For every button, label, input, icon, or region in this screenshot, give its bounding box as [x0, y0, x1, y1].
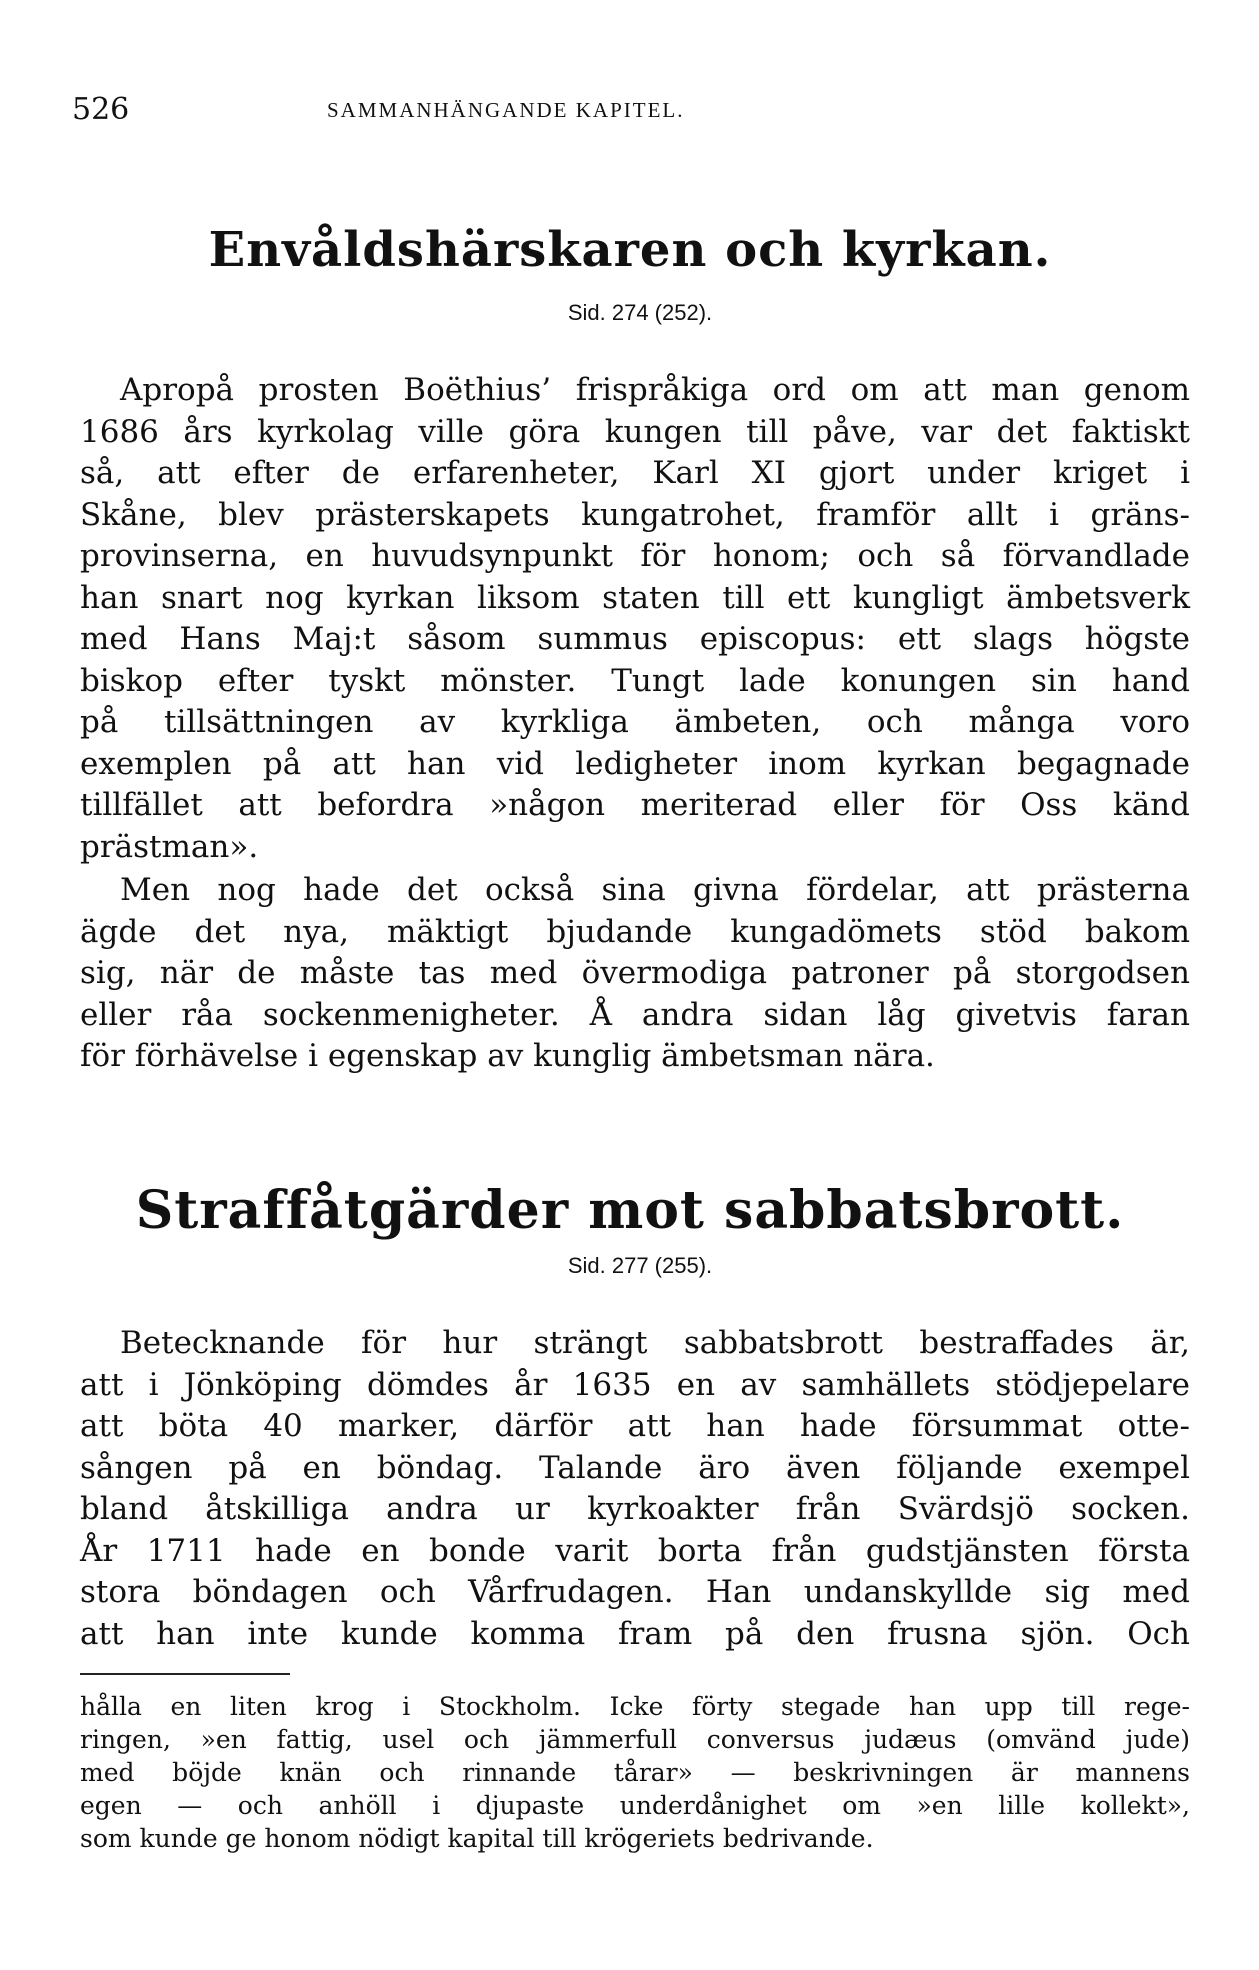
text-line: bland åtskilliga andra ur kyrkoakter från Svärdsjö socken.	[80, 1491, 1190, 1527]
footnote-line: med böjde knän och rinnande tårar» — beskrivningen är mannens	[80, 1758, 1190, 1787]
footnote-line: ringen, »en fattig, usel och jämmerfull conversus judæus (omvänd jude)	[80, 1725, 1190, 1754]
text-line: ägde det nya, mäktigt bjudande kungadömets stöd bakom	[80, 913, 1190, 950]
footnote-line: egen — och anhöll i djupaste underdånighet om »en lille kollekt»,	[80, 1791, 1190, 1820]
text-line: att böta 40 marker, därför att han hade försummat otte-	[80, 1408, 1190, 1444]
footnote-line: hålla en liten krog i Stockholm. Icke förty stegade han upp till rege-	[80, 1692, 1190, 1721]
text-line: provinserna, en huvudsynpunkt för honom; och så förvandlade	[80, 538, 1190, 574]
text-line: så, att efter de erfarenheter, Karl XI gjort under kriget i	[80, 455, 1190, 491]
running-title: SAMMANHÄNGANDE KAPITEL.	[327, 98, 685, 122]
paragraph-3	[80, 1323, 1190, 1655]
text-line: tillfället att befordra »någon meriterad eller för Oss känd	[80, 787, 1190, 823]
page-number: 526	[72, 92, 130, 127]
text-line: År 1711 hade en bonde varit borta från gudstjänsten första	[80, 1532, 1190, 1569]
text-line: att han inte kunde komma fram på den frusna sjön. Och	[80, 1615, 1190, 1652]
text-line: att i Jönköping dömdes år 1635 en av samhällets stödjepelare	[80, 1366, 1190, 1403]
running-head	[72, 92, 892, 132]
text-line: exemplen på att han vid ledigheter inom kyrkan begagnade	[80, 745, 1190, 782]
text-line: han snart nog kyrkan liksom staten till ett kungligt ämbetsverk	[80, 579, 1190, 616]
section-title-1: Envåldshärskaren och kyrkan.	[208, 222, 1052, 278]
page-reference-2: Sid. 277 (255).	[567, 1253, 713, 1278]
text-line: Men nog hade det också sina givna fördelar, att prästerna	[120, 872, 1190, 908]
text-line: sången på en böndag. Talande äro även följande exempel	[80, 1449, 1190, 1486]
footnote-line: som kunde ge honom nödigt kapital till krögeriets bedrivande.	[80, 1824, 874, 1853]
page-reference-1: Sid. 274 (252).	[567, 300, 713, 325]
section-title-2: Straffåtgärder mot sabbatsbrott.	[135, 1180, 1125, 1241]
text-line: 1686 års kyrkolag ville göra kungen till påve, var det faktiskt	[80, 413, 1190, 450]
text-line: prästman».	[80, 828, 259, 865]
paragraph-1	[80, 370, 1190, 868]
text-line: biskop efter tyskt mönster. Tungt lade konungen sin hand	[80, 662, 1190, 699]
paragraph-2	[80, 870, 1190, 1078]
text-line: Betecknande för hur strängt sabbatsbrott bestraffades är,	[120, 1325, 1190, 1361]
text-line: eller råa sockenmenigheter. Å andra sidan låg givetvis faran	[80, 996, 1190, 1033]
text-line: Skåne, blev prästerskapets kungatrohet, framför allt i gräns-	[80, 496, 1190, 533]
text-line: stora böndagen och Vårfrudagen. Han undanskyllde sig med	[80, 1574, 1190, 1610]
text-line: med Hans Maj:t såsom summus episcopus: ett slags högste	[80, 621, 1190, 657]
text-line: för förhävelse i egenskap av kunglig ämbetsman nära.	[80, 1038, 935, 1074]
footnote-rule	[80, 1673, 290, 1675]
footnote	[80, 1690, 1190, 1855]
text-line: sig, när de måste tas med övermodiga patroner på storgodsen	[80, 955, 1190, 991]
text-line: på tillsättningen av kyrkliga ämbeten, och många voro	[80, 704, 1190, 740]
text-line: Apropå prosten Boëthius’ frispråkiga ord om att man genom	[120, 372, 1190, 408]
